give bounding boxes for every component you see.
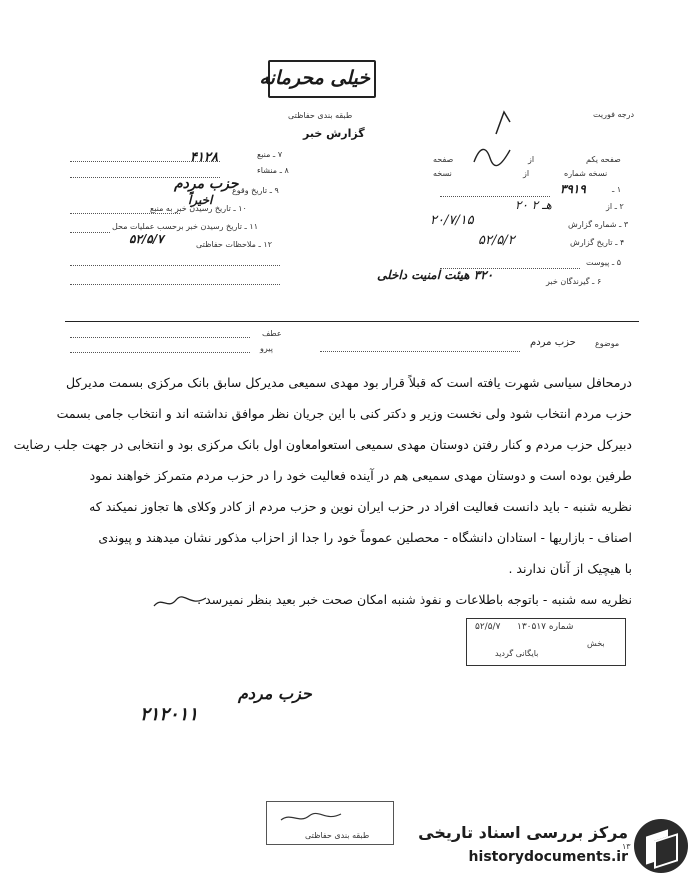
field-1-label: ۱ ـ [612, 185, 622, 194]
watermark-url: historydocuments.ir [468, 849, 628, 865]
priority-label: درجه فوریت [593, 110, 635, 119]
footer-classification-box [266, 801, 394, 845]
archive-stamp [466, 618, 626, 666]
field-11-label: ۱۱ ـ تاریخ رسیدن خبر برحسب عملیات محل [112, 222, 258, 231]
body-line: نظریه شنبه - باید دانست فعالیت افراد در حزب ایران نوین و حزب مردم از کادر وکلای ها تجاوز نمیکند که [89, 499, 632, 514]
footer-page-number: ۱۳ [622, 842, 631, 851]
field-2-value: ۲۰ هـ ۲ [515, 198, 552, 212]
subject-label: موضوع [595, 339, 620, 348]
field-8-label: ۸ ـ منشاء [257, 166, 289, 175]
field-1-value: ۳۹۱۹ [560, 182, 586, 196]
archive-stamp-line1: شماره ۱۳۰۵۱۷ [517, 622, 574, 632]
page-label: صفحه یکم [586, 155, 621, 164]
field-4-label: ۴ ـ تاریخ گزارش [570, 238, 625, 247]
archive-stamp-line4: بایگانی گردید [495, 649, 539, 658]
field-6-value: ۳۲۰ هیئت امنیت داخلی [377, 268, 494, 282]
field-5-label: ۵ ـ پیوست [586, 258, 622, 267]
footer-classification-label: طبقه بندی حفاظتی [305, 831, 370, 840]
assessment-line: نظریه سه شنبه - باتوجه باطلاعات و نفوذ شنبه امکان صحت خبر بعید بنظر نمیرسد . [197, 592, 632, 607]
copy-mid: از [523, 169, 530, 178]
body-line: با هیچیک از آنان ندارند . [508, 561, 632, 576]
copy-end: نسخه [433, 169, 452, 178]
field-7-label: ۷ ـ منبع [257, 150, 283, 159]
copy-label: نسخه شماره [564, 169, 608, 178]
peyro-label: پیرو [260, 344, 273, 353]
classification-label: طبقه بندی حفاظتی [288, 111, 353, 120]
archive-stamp-line3: بخش [587, 639, 605, 648]
field-12-label: ۱۲ ـ ملاحظات حفاظتی [196, 240, 272, 249]
archive-stamp-line2: ۵۲/۵/۷ [475, 622, 501, 632]
assessment-signature [150, 592, 210, 612]
body-line: حزب مردم انتخاب شود ولی نخست وزیر و دکتر کنی با این جریان نظر موافق نداشته اند و انتخاب جامی بسمت [56, 406, 632, 421]
field-6-label: ۶ ـ گیرندگان خبر [546, 277, 602, 286]
field-2-label: ۲ ـ از [606, 202, 624, 211]
top-secret-stamp-text: خیلی محرمانه [259, 67, 370, 89]
atf-label: عطف [262, 329, 282, 338]
field-9-label: ۹ ـ تاریخ وقوع [232, 186, 279, 195]
field-3-label: ۳ ـ شماره گزارش [568, 220, 629, 229]
watermark-logo [634, 819, 688, 873]
priority-check-mark [490, 108, 520, 136]
section-divider [65, 321, 639, 322]
body-line: درمحافل سیاسی شهرت یافته است که قبلاً قرار بود مهدی سمیعی مدیرکل سابق بانک مرکزی بسمت مدیرکل [65, 375, 632, 390]
body-line: طرفین بوده است و دوستان مهدی سمیعی هم در آینده فعالیت خود را در حزب مردم متمرکز خواهند نمود [89, 468, 632, 483]
body-line: اصناف - بازاریها - استادان دانشگاه - محصلین عموماً خود را جدا از احزاب مذکور نشان میدهند و پیوندی [98, 530, 632, 545]
body-line: دبیرکل حزب مردم و کنار رفتن دوستان مهدی سمیعی استعوامعاون اول بانک مرکزی بود و انتخابی در جهت جلب رضایت [13, 437, 632, 452]
field-10-value: اخیراً [188, 193, 213, 207]
field-3-value: ۲۰/۷/۱۵ [430, 213, 474, 228]
watermark-title: مرکز بررسی اسناد تاریخی [418, 823, 628, 842]
footer-scribble [277, 808, 347, 828]
field-7-value: ۴۱۲۸ [190, 150, 218, 165]
page-handwriting [470, 140, 520, 170]
report-title: گزارش خبر [303, 127, 365, 140]
watermark [418, 815, 690, 877]
field-9-value: حزب مردم [174, 176, 239, 192]
field-12-value: ۵۲/۵/۷ [129, 232, 164, 246]
page-end: صفحه [433, 155, 454, 164]
field-10-label: ۱۰ ـ تاریخ رسیدن خبر به منبع [150, 204, 247, 213]
page-mid: از [528, 155, 535, 164]
field-4-value: ۵۲/۵/۲ [478, 233, 515, 248]
handwritten-party-note: حزب مردم [238, 684, 312, 703]
handwritten-file-number: ۲۱۲۰۱۱ [140, 704, 199, 725]
top-secret-stamp [259, 60, 376, 98]
subject-value: حزب مردم [530, 337, 576, 348]
